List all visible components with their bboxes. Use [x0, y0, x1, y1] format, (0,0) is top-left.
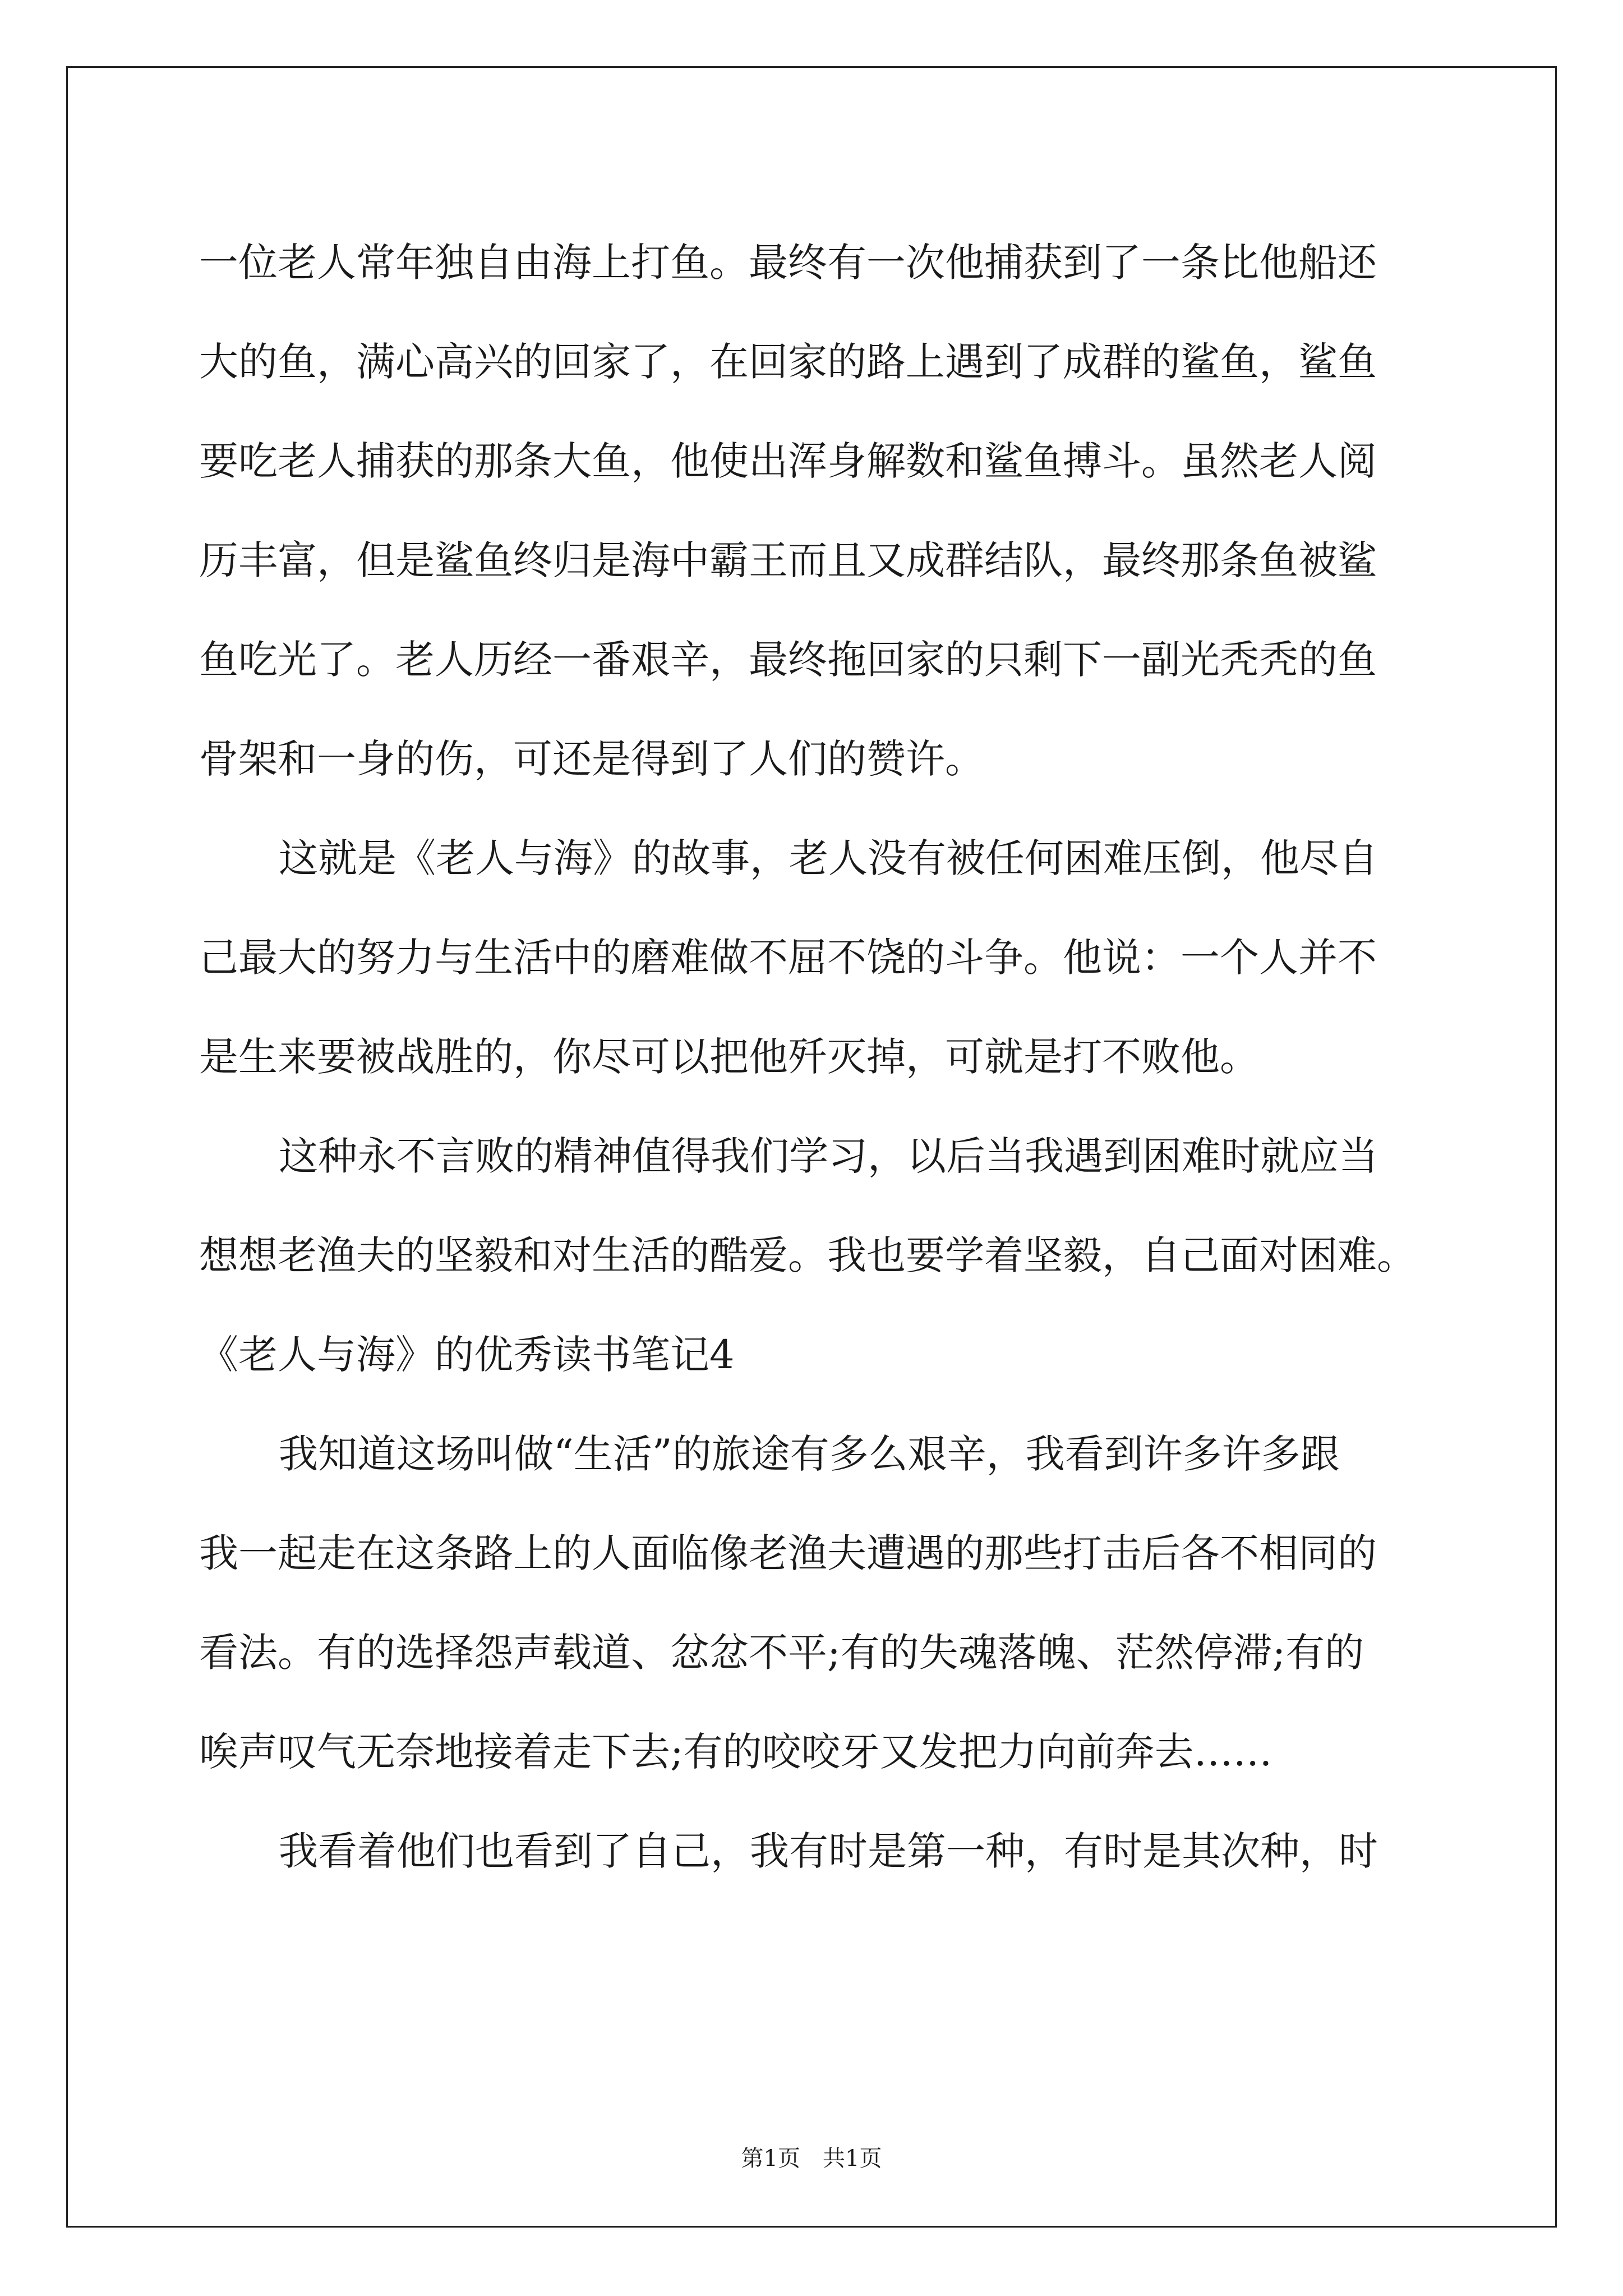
paragraph-start-line: 我看着他们也看到了自己，我有时是第一种，有时是其次种，时	[279, 1828, 1378, 1874]
text-line: 看法。有的选择怨声载道、忿忿不平;有的失魂落魄、茫然停滞;有的	[199, 1630, 1364, 1676]
text-line: 鱼吃光了。老人历经一番艰辛，最终拖回家的只剩下一副光秃秃的鱼	[199, 637, 1377, 683]
text-line: 我一起走在这条路上的人面临像老渔夫遭遇的那些打击后各不相同的	[199, 1530, 1377, 1576]
page-footer: 第1页 共1页	[741, 2146, 882, 2171]
text-line: 历丰富，但是鲨鱼终归是海中霸王而且又成群结队，最终那条鱼被鲨	[199, 537, 1377, 583]
text-line: 想想老渔夫的坚毅和对生活的酷爱。我也要学着坚毅，自己面对困难。	[199, 1232, 1416, 1278]
text-line: 是生来要被战胜的，你尽可以把他歼灭掉，可就是打不败他。	[199, 1034, 1259, 1080]
text-line: 骨架和一身的伤，可还是得到了人们的赞许。	[199, 736, 984, 782]
text-line: 大的鱼，满心高兴的回家了，在回家的路上遇到了成群的鲨鱼，鲨鱼	[199, 339, 1377, 385]
text-line: 要吃老人捕获的那条大鱼，他使出浑身解数和鲨鱼搏斗。虽然老人阅	[199, 438, 1377, 484]
paragraph-start-line: 这种永不言败的精神值得我们学习，以后当我遇到困难时就应当	[279, 1133, 1378, 1179]
document-body	[199, 213, 1444, 1901]
text-line: 己最大的努力与生活中的磨难做不屈不饶的斗争。他说：一个人并不	[199, 935, 1377, 981]
paragraph-start-line: 我知道这场叫做“生活”的旅途有多么艰辛，我看到许多许多跟	[279, 1431, 1340, 1477]
text-line: 一位老人常年独自由海上打鱼。最终有一次他捕获到了一条比他船还	[199, 240, 1377, 286]
paragraph-start-line: 这就是《老人与海》的故事，老人没有被任何困难压倒，他尽自	[279, 835, 1378, 881]
text-line: 唉声叹气无奈地接着走下去;有的咬咬牙又发把力向前奔去……	[199, 1729, 1272, 1775]
section-title: 《老人与海》的优秀读书笔记4	[199, 1332, 735, 1378]
